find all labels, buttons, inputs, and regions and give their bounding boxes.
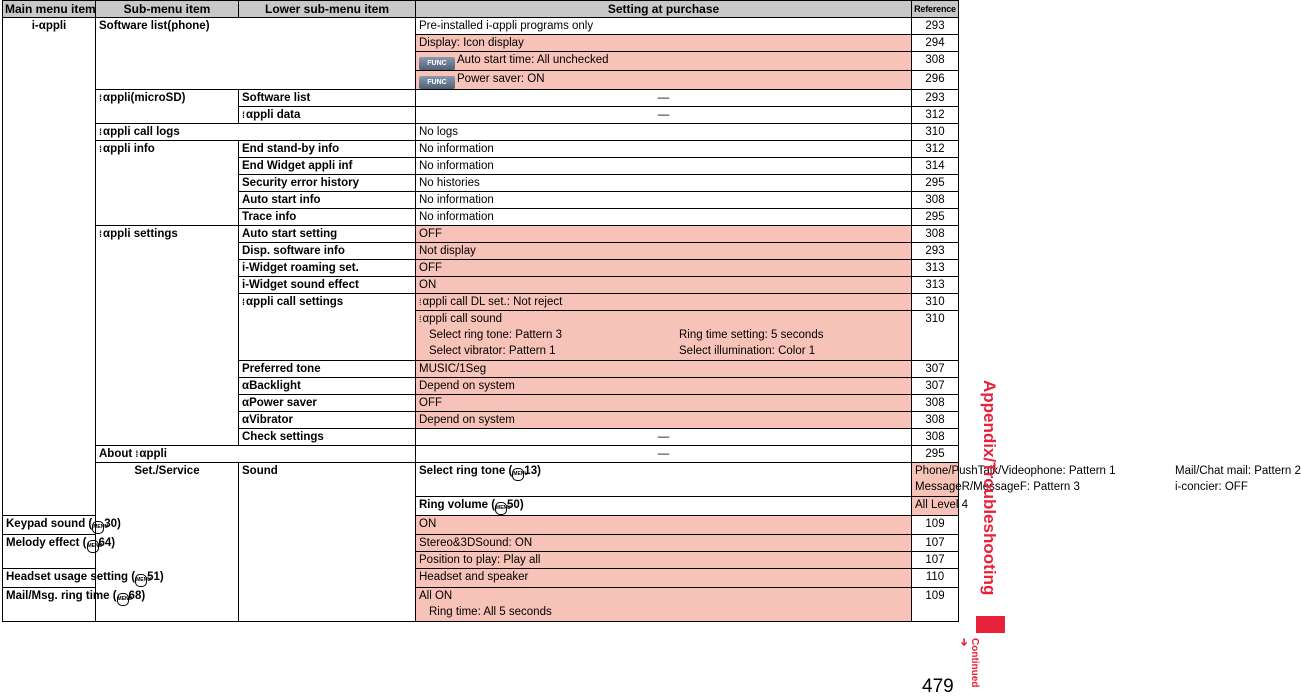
reference: 308 xyxy=(912,226,959,243)
table-row xyxy=(3,18,959,35)
header-row xyxy=(3,1,959,18)
reference: 310 xyxy=(912,311,959,361)
setting: Phone/PushTalk/Videophone: Pattern 1 Mail/Chat mail: Pattern 2 MessageR/MessageF: Pattern 3 i-concier: OFF xyxy=(912,463,959,497)
setting: No logs xyxy=(416,124,912,141)
menu-key-icon: MENU xyxy=(87,540,99,553)
setting: All ON Ring time: All 5 seconds xyxy=(416,588,912,622)
lower-sub-menu: i-Widget sound effect xyxy=(239,277,416,294)
header-main: Main menu item xyxy=(3,1,96,18)
setting: Not display xyxy=(416,243,912,260)
menu-key-icon: MENU xyxy=(495,502,507,515)
header-setting: Setting at purchase xyxy=(416,1,912,18)
lower-sub-menu: Disp. software info xyxy=(239,243,416,260)
reference: 109 xyxy=(912,588,959,622)
lower-sub-menu: αVibrator xyxy=(239,412,416,429)
lower-sub-menu: Auto start setting xyxy=(239,226,416,243)
setting: Depend on system xyxy=(416,412,912,429)
section-marker xyxy=(976,616,1005,633)
reference: 312 xyxy=(912,141,959,158)
main-menu-iappli: i-αppli xyxy=(3,18,96,516)
sub-menu: ⁞ αppli call logs xyxy=(96,124,416,141)
header-sub: Sub-menu item xyxy=(96,1,239,18)
setting: No information xyxy=(416,192,912,209)
lower-sub-menu: Auto start info xyxy=(239,192,416,209)
table-row xyxy=(3,226,959,243)
setting: Headset and speaker xyxy=(416,569,912,588)
reference: 310 xyxy=(912,124,959,141)
reference: 296 xyxy=(912,71,959,90)
reference: 293 xyxy=(912,243,959,260)
reference: 107 xyxy=(912,552,959,569)
setting: — xyxy=(416,107,912,124)
reference: 308 xyxy=(912,395,959,412)
main-menu-set-service: Set./Service xyxy=(96,463,239,622)
sub-menu: ⁞ αppli settings xyxy=(96,226,239,446)
setting: FUNC Power saver: ON xyxy=(416,71,912,90)
menu-key-icon: MENU xyxy=(117,593,129,606)
sub-menu: ⁞ αppli(microSD) xyxy=(96,90,239,124)
reference: 295 xyxy=(912,446,959,463)
reference: 110 xyxy=(912,569,959,588)
menu-key-icon: MENU xyxy=(512,468,524,481)
lower-sub-menu: Security error history xyxy=(239,175,416,192)
lower-sub-menu: ⁞ αppli data xyxy=(239,107,416,124)
i-mode-icon: ⁞ xyxy=(99,127,101,137)
reference: 307 xyxy=(912,378,959,395)
section-title: Appendix/Troubleshooting xyxy=(980,380,999,596)
setting: Depend on system xyxy=(416,378,912,395)
lower-sub-menu: Trace info xyxy=(239,209,416,226)
header-lower: Lower sub-menu item xyxy=(239,1,416,18)
i-mode-icon: ⁞ xyxy=(419,297,421,307)
lower-sub-menu: Mail/Msg. ring time (MENU68) xyxy=(3,588,96,622)
setting: Position to play: Play all xyxy=(416,552,912,569)
sub-menu: Software list(phone) xyxy=(96,18,416,90)
setting: ⁞ αppli call sound Select ring tone: Pattern 3 Ring time setting: 5 seconds Select vibrator: Pattern 1 Select illumination: Color 1 xyxy=(416,311,912,361)
menu-key-icon: MENU xyxy=(135,574,147,587)
lower-sub-menu: Ring volume (MENU50) xyxy=(416,497,912,516)
lower-sub-menu: Check settings xyxy=(239,429,416,446)
lower-sub-menu: Keypad sound (MENU30) xyxy=(3,516,96,535)
setting: No histories xyxy=(416,175,912,192)
header-ref: Reference xyxy=(912,1,959,18)
reference: 313 xyxy=(912,277,959,294)
setting: OFF xyxy=(416,260,912,277)
setting: — xyxy=(416,429,912,446)
reference: 294 xyxy=(912,35,959,52)
setting: No information xyxy=(416,141,912,158)
setting: OFF xyxy=(416,395,912,412)
setting: ON xyxy=(416,277,912,294)
reference: 308 xyxy=(912,52,959,71)
table-row xyxy=(3,90,959,107)
table-row xyxy=(3,446,959,463)
setting: All Level 4 xyxy=(912,497,959,516)
setting: Display: Icon display xyxy=(416,35,912,52)
setting: OFF xyxy=(416,226,912,243)
lower-sub-menu: End Widget appli inf xyxy=(239,158,416,175)
reference: 293 xyxy=(912,90,959,107)
table-row xyxy=(3,463,959,497)
i-mode-icon: ⁞ xyxy=(242,110,244,120)
reference: 295 xyxy=(912,175,959,192)
reference: 293 xyxy=(912,18,959,35)
lower-sub-menu: Preferred tone xyxy=(239,361,416,378)
func-key-icon: FUNC xyxy=(419,76,455,89)
reference: 313 xyxy=(912,260,959,277)
table-row xyxy=(3,124,959,141)
setting: No information xyxy=(416,209,912,226)
lower-sub-menu: End stand-by info xyxy=(239,141,416,158)
lower-sub-menu: Select ring tone (MENU13) xyxy=(416,463,912,497)
continued-label: Continued ➔ xyxy=(958,638,980,688)
lower-sub-menu: αBacklight xyxy=(239,378,416,395)
lower-sub-menu: i-Widget roaming set. xyxy=(239,260,416,277)
sub-menu: ⁞ αppli info xyxy=(96,141,239,226)
sub-menu: About ⁞ αppli xyxy=(96,446,416,463)
setting: ⁞ αppli call DL set.: Not reject xyxy=(416,294,912,311)
setting: Pre-installed i-αppli programs only xyxy=(416,18,912,35)
reference: 312 xyxy=(912,107,959,124)
lower-sub-menu: Software list xyxy=(239,90,416,107)
setting: ON xyxy=(416,516,912,535)
reference: 314 xyxy=(912,158,959,175)
setting: MUSIC/1Seg xyxy=(416,361,912,378)
i-mode-icon: ⁞ xyxy=(99,93,101,103)
menu-key-icon: MENU xyxy=(92,521,104,534)
reference: 308 xyxy=(912,429,959,446)
setting: Stereo&3DSound: ON xyxy=(416,535,912,552)
reference: 107 xyxy=(912,535,959,552)
page-number: 479 xyxy=(922,676,954,697)
sub-menu: Sound xyxy=(239,463,416,622)
table-row xyxy=(3,141,959,158)
setting: — xyxy=(416,446,912,463)
reference: 109 xyxy=(912,516,959,535)
reference: 308 xyxy=(912,192,959,209)
reference: 308 xyxy=(912,412,959,429)
i-mode-icon: ⁞ xyxy=(99,229,101,239)
lower-sub-menu: Melody effect (MENU64) xyxy=(3,535,96,569)
func-key-icon: FUNC xyxy=(419,57,455,70)
setting: — xyxy=(416,90,912,107)
lower-sub-menu: Headset usage setting (MENU51) xyxy=(3,569,96,588)
lower-sub-menu: ⁞ αppli call settings xyxy=(239,294,416,361)
lower-sub-menu: αPower saver xyxy=(239,395,416,412)
reference: 307 xyxy=(912,361,959,378)
i-mode-icon: ⁞ xyxy=(419,314,421,324)
i-mode-icon: ⁞ xyxy=(135,449,138,459)
i-mode-icon: ⁞ xyxy=(99,144,101,154)
setting: FUNC Auto start time: All unchecked xyxy=(416,52,912,71)
i-mode-icon: ⁞ xyxy=(242,297,244,307)
reference: 310 xyxy=(912,294,959,311)
setting: No information xyxy=(416,158,912,175)
reference: 295 xyxy=(912,209,959,226)
